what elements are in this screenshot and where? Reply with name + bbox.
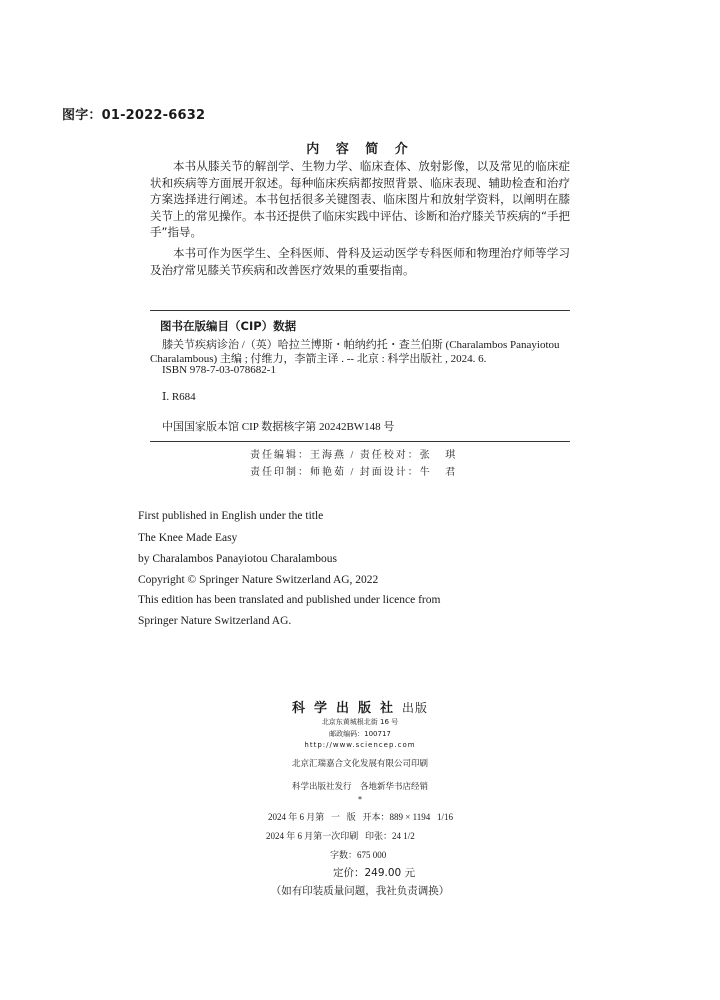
price: 定价：249.00 元 — [333, 867, 416, 879]
cip-title-line: Charalambous) 主编 ; 付维力，李箭主译 . -- 北京 : 科学出版社 , 2024. 6. — [150, 353, 487, 365]
publisher-suffix: 出版 — [402, 701, 429, 715]
publisher-line — [0, 697, 720, 716]
cip-heading: 图书在版编目（CIP）数据 — [160, 319, 297, 333]
cip-isbn: ISBN 978-7-03-078682-1 — [162, 364, 276, 376]
publisher-url: http://www.sciencep.com — [304, 741, 416, 749]
summary-paragraph: 本书可作为医学生、全科医师、骨科及运动医学专科医师和物理治疗师等学习及治疗常见膝关节疾病和改善医疗效果的重要指南。 — [150, 246, 570, 277]
copyright-notice: Copyright © Springer Nature Switzerland AG, 2022 — [138, 574, 379, 586]
licence-holder: Springer Nature Switzerland AG. — [138, 615, 292, 627]
licence-notice: This edition has been translated and published under licence from — [138, 594, 441, 606]
printer-name: 北京汇瑞嘉合文化发展有限公司印刷 — [291, 759, 428, 769]
editorial-staff-line: 责任印制：师艳茹 / 封面设计：牛 君 — [250, 467, 458, 478]
quality-notice: （如有印装质量问题，我社负责调换） — [270, 885, 450, 897]
summary-title: 内 容 简 介 — [306, 142, 414, 157]
publisher-address: 北京东黄城根北街 16 号 — [321, 718, 399, 726]
editorial-staff-line: 责任编辑：王海燕 / 责任校对：张 琪 — [250, 450, 458, 461]
cip-classification: Ⅰ. R684 — [162, 391, 196, 403]
cip-approval-number: 中国国家版本馆 CIP 数据核字第 20242BW148 号 — [162, 421, 395, 433]
word-count: 字数：675 000 — [330, 850, 387, 860]
distribution-info: 科学出版社发行 各地新华书店经销 — [291, 782, 428, 792]
cip-top-divider — [150, 310, 570, 311]
cip-title-line: 膝关节疾病诊治 /（英）哈拉兰博斯・帕纳约托・查兰伯斯 (Charalambos Panayiotou — [162, 339, 560, 351]
publisher-postcode: 邮政编码：100717 — [329, 730, 391, 738]
english-edition-line: First published in English under the title — [138, 510, 324, 522]
original-author: by Charalambos Panayiotou Charalambous — [138, 553, 337, 565]
edition-info: 2024 年 6 月第 一 版 开本：889 × 1194 1/16 — [268, 812, 453, 822]
publisher-name: 科学出版社 — [291, 701, 402, 716]
cip-bottom-divider — [150, 441, 570, 442]
printing-info: 2024 年 6 月第一次印刷 印张：24 1/2 — [266, 831, 415, 841]
copyright-registration-number: 图字：01-2022-6632 — [62, 108, 206, 123]
summary-paragraph: 本书从膝关节的解剖学、生物力学、临床查体、放射影像，以及常见的临床症状和疾病等方面展开叙述。每种临床疾病都按照背景、临床表现、辅助检查和治疗方案选择进行阐述。本书包括很多关键图表、临床图片和放射学资料，以阐明在膝关节上的常见操作。本书还提供了临床实践中评估、诊断和治疗膝关节疾病的“手把手”指导。 — [150, 159, 570, 240]
separator-star: * — [358, 795, 362, 804]
original-book-title: The Knee Made Easy — [138, 532, 238, 544]
